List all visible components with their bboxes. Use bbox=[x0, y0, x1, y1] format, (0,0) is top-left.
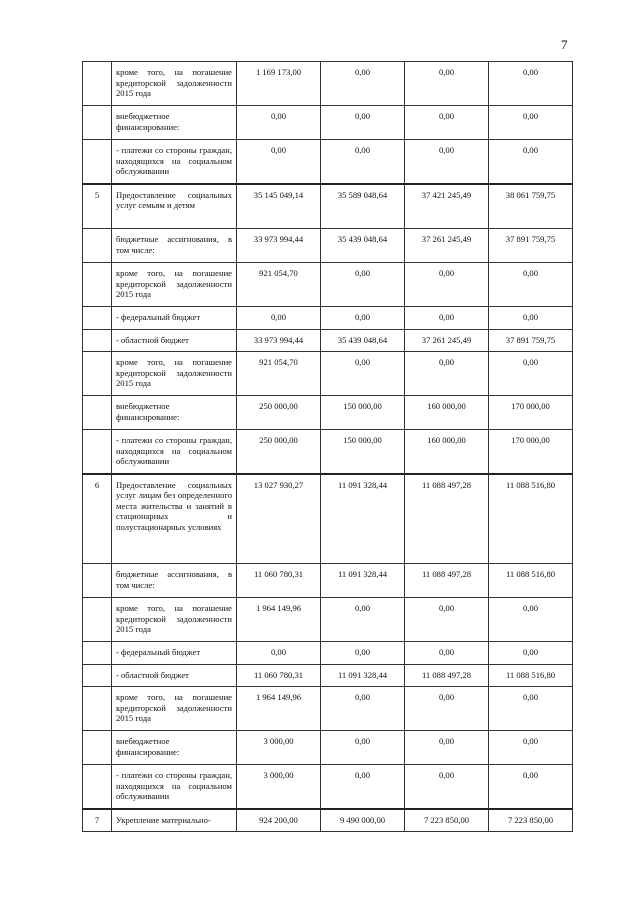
row-number-cell bbox=[83, 731, 112, 765]
table-row bbox=[83, 352, 573, 396]
table-row bbox=[83, 184, 573, 229]
description-cell: внебюджетное финансирование: bbox=[112, 396, 237, 430]
row-number-cell: 5 bbox=[83, 184, 112, 229]
value-cell-4: 0,00 bbox=[489, 765, 573, 809]
row-number-cell bbox=[83, 564, 112, 598]
value-cell-2: 0,00 bbox=[321, 687, 405, 731]
row-number-cell bbox=[83, 687, 112, 731]
table-row bbox=[83, 564, 573, 598]
description-cell: Предоставление социальных услуг лицам без определенного места жительства и занятий в стационарных и полустационарных условиях bbox=[112, 474, 237, 564]
value-cell-3: 11 088 497,28 bbox=[405, 474, 489, 564]
value-cell-3: 37 261 245,49 bbox=[405, 329, 489, 352]
table-row bbox=[83, 765, 573, 809]
table-row bbox=[83, 229, 573, 263]
value-cell-2: 150 000,00 bbox=[321, 396, 405, 430]
value-cell-3: 11 088 497,28 bbox=[405, 564, 489, 598]
table-row bbox=[83, 642, 573, 665]
value-cell-1: 11 060 780,31 bbox=[237, 564, 321, 598]
value-cell-2: 0,00 bbox=[321, 307, 405, 330]
value-cell-1: 13 027 930,27 bbox=[237, 474, 321, 564]
value-cell-3: 7 223 850,00 bbox=[405, 809, 489, 832]
value-cell-4: 0,00 bbox=[489, 352, 573, 396]
value-cell-1: 0,00 bbox=[237, 642, 321, 665]
value-cell-3: 0,00 bbox=[405, 598, 489, 642]
value-cell-4: 37 891 759,75 bbox=[489, 329, 573, 352]
value-cell-4: 170 000,00 bbox=[489, 396, 573, 430]
value-cell-2: 0,00 bbox=[321, 140, 405, 184]
value-cell-4: 0,00 bbox=[489, 687, 573, 731]
value-cell-1: 924 200,00 bbox=[237, 809, 321, 832]
value-cell-4: 11 088 516,80 bbox=[489, 664, 573, 687]
value-cell-4: 11 088 516,80 bbox=[489, 564, 573, 598]
value-cell-4: 37 891 759,75 bbox=[489, 229, 573, 263]
row-number-cell bbox=[83, 430, 112, 474]
value-cell-4: 0,00 bbox=[489, 307, 573, 330]
table-row bbox=[83, 106, 573, 140]
value-cell-4: 170 000,00 bbox=[489, 430, 573, 474]
budget-table bbox=[82, 61, 573, 832]
description-cell: кроме того, на погашение кредиторской задолженности 2015 года bbox=[112, 263, 237, 307]
row-number-cell bbox=[83, 765, 112, 809]
description-cell: внебюджетное финансирование: bbox=[112, 731, 237, 765]
value-cell-1: 33 973 994,44 bbox=[237, 229, 321, 263]
value-cell-3: 0,00 bbox=[405, 731, 489, 765]
value-cell-2: 0,00 bbox=[321, 263, 405, 307]
description-cell: кроме того, на погашение кредиторской задолженности 2015 года bbox=[112, 62, 237, 106]
value-cell-1: 1 964 149,96 bbox=[237, 598, 321, 642]
value-cell-1: 33 973 994,44 bbox=[237, 329, 321, 352]
table-row bbox=[83, 664, 573, 687]
value-cell-2: 150 000,00 bbox=[321, 430, 405, 474]
table-row bbox=[83, 263, 573, 307]
value-cell-3: 160 000,00 bbox=[405, 396, 489, 430]
value-cell-2: 0,00 bbox=[321, 62, 405, 106]
row-number-cell: 7 bbox=[83, 809, 112, 832]
description-cell: Предоставление социальных услуг семьям и детям bbox=[112, 184, 237, 229]
value-cell-4: 38 061 759,75 bbox=[489, 184, 573, 229]
value-cell-3: 0,00 bbox=[405, 106, 489, 140]
table-row bbox=[83, 598, 573, 642]
value-cell-4: 0,00 bbox=[489, 263, 573, 307]
description-cell: - областной бюджет bbox=[112, 664, 237, 687]
value-cell-1: 1 169 173,00 bbox=[237, 62, 321, 106]
value-cell-1: 0,00 bbox=[237, 106, 321, 140]
table-row bbox=[83, 809, 573, 832]
value-cell-3: 0,00 bbox=[405, 352, 489, 396]
row-number-cell bbox=[83, 329, 112, 352]
value-cell-2: 35 439 048,64 bbox=[321, 329, 405, 352]
description-cell: - областной бюджет bbox=[112, 329, 237, 352]
value-cell-4: 0,00 bbox=[489, 140, 573, 184]
value-cell-3: 0,00 bbox=[405, 140, 489, 184]
row-number-cell bbox=[83, 106, 112, 140]
value-cell-2: 0,00 bbox=[321, 642, 405, 665]
table-row bbox=[83, 474, 573, 564]
description-cell: внебюджетное финансирование: bbox=[112, 106, 237, 140]
row-number-cell bbox=[83, 263, 112, 307]
table-row bbox=[83, 687, 573, 731]
value-cell-2: 0,00 bbox=[321, 765, 405, 809]
value-cell-3: 0,00 bbox=[405, 765, 489, 809]
row-number-cell bbox=[83, 664, 112, 687]
row-number-cell bbox=[83, 642, 112, 665]
value-cell-2: 35 439 048,64 bbox=[321, 229, 405, 263]
row-number-cell bbox=[83, 307, 112, 330]
value-cell-1: 250 000,00 bbox=[237, 396, 321, 430]
page-number: 7 bbox=[561, 37, 568, 52]
value-cell-1: 0,00 bbox=[237, 140, 321, 184]
table-row bbox=[83, 731, 573, 765]
value-cell-2: 0,00 bbox=[321, 352, 405, 396]
description-cell: - платежи со стороны граждан, находящихся на социальном обслуживании bbox=[112, 430, 237, 474]
description-cell: - федеральный бюджет bbox=[112, 307, 237, 330]
value-cell-2: 35 589 048,64 bbox=[321, 184, 405, 229]
description-cell: - платежи со стороны граждан, находящихся на социальном обслуживании bbox=[112, 140, 237, 184]
value-cell-3: 0,00 bbox=[405, 687, 489, 731]
table-body bbox=[83, 62, 573, 832]
description-cell: - федеральный бюджет bbox=[112, 642, 237, 665]
value-cell-4: 0,00 bbox=[489, 62, 573, 106]
value-cell-2: 11 091 328,44 bbox=[321, 564, 405, 598]
value-cell-1: 35 145 049,14 bbox=[237, 184, 321, 229]
value-cell-4: 0,00 bbox=[489, 598, 573, 642]
value-cell-1: 11 060 780,31 bbox=[237, 664, 321, 687]
table-row bbox=[83, 62, 573, 106]
value-cell-3: 37 261 245,49 bbox=[405, 229, 489, 263]
value-cell-1: 1 964 149,96 bbox=[237, 687, 321, 731]
value-cell-1: 0,00 bbox=[237, 307, 321, 330]
value-cell-1: 250 000,00 bbox=[237, 430, 321, 474]
value-cell-3: 160 000,00 bbox=[405, 430, 489, 474]
table-row bbox=[83, 329, 573, 352]
value-cell-2: 9 490 000,00 bbox=[321, 809, 405, 832]
value-cell-3: 37 421 245,49 bbox=[405, 184, 489, 229]
value-cell-1: 921 054,70 bbox=[237, 263, 321, 307]
table-row bbox=[83, 430, 573, 474]
value-cell-1: 3 000,00 bbox=[237, 731, 321, 765]
value-cell-4: 0,00 bbox=[489, 642, 573, 665]
value-cell-3: 0,00 bbox=[405, 263, 489, 307]
value-cell-3: 11 088 497,28 bbox=[405, 664, 489, 687]
value-cell-3: 0,00 bbox=[405, 307, 489, 330]
description-cell: кроме того, на погашение кредиторской задолженности 2015 года bbox=[112, 598, 237, 642]
description-cell: - платежи со стороны граждан, находящихся на социальном обслуживании bbox=[112, 765, 237, 809]
table-row bbox=[83, 307, 573, 330]
description-cell: кроме того, на погашение кредиторской задолженности 2015 года bbox=[112, 687, 237, 731]
description-cell: Укрепление материально- bbox=[112, 809, 237, 832]
value-cell-4: 7 223 850,00 bbox=[489, 809, 573, 832]
row-number-cell bbox=[83, 352, 112, 396]
value-cell-1: 3 000,00 bbox=[237, 765, 321, 809]
row-number-cell bbox=[83, 229, 112, 263]
description-cell: бюджетные ассигнования, в том числе: bbox=[112, 229, 237, 263]
value-cell-3: 0,00 bbox=[405, 62, 489, 106]
description-cell: бюджетные ассигнования, в том числе: bbox=[112, 564, 237, 598]
value-cell-2: 11 091 328,44 bbox=[321, 664, 405, 687]
value-cell-4: 0,00 bbox=[489, 731, 573, 765]
row-number-cell bbox=[83, 396, 112, 430]
description-cell: кроме того, на погашение кредиторской задолженности 2015 года bbox=[112, 352, 237, 396]
value-cell-4: 11 088 516,80 bbox=[489, 474, 573, 564]
row-number-cell: 6 bbox=[83, 474, 112, 564]
value-cell-2: 0,00 bbox=[321, 106, 405, 140]
row-number-cell bbox=[83, 140, 112, 184]
value-cell-2: 11 091 328,44 bbox=[321, 474, 405, 564]
value-cell-4: 0,00 bbox=[489, 106, 573, 140]
table-row bbox=[83, 140, 573, 184]
row-number-cell bbox=[83, 598, 112, 642]
value-cell-3: 0,00 bbox=[405, 642, 489, 665]
value-cell-1: 921 054,70 bbox=[237, 352, 321, 396]
value-cell-2: 0,00 bbox=[321, 598, 405, 642]
value-cell-2: 0,00 bbox=[321, 731, 405, 765]
row-number-cell bbox=[83, 62, 112, 106]
table-row bbox=[83, 396, 573, 430]
